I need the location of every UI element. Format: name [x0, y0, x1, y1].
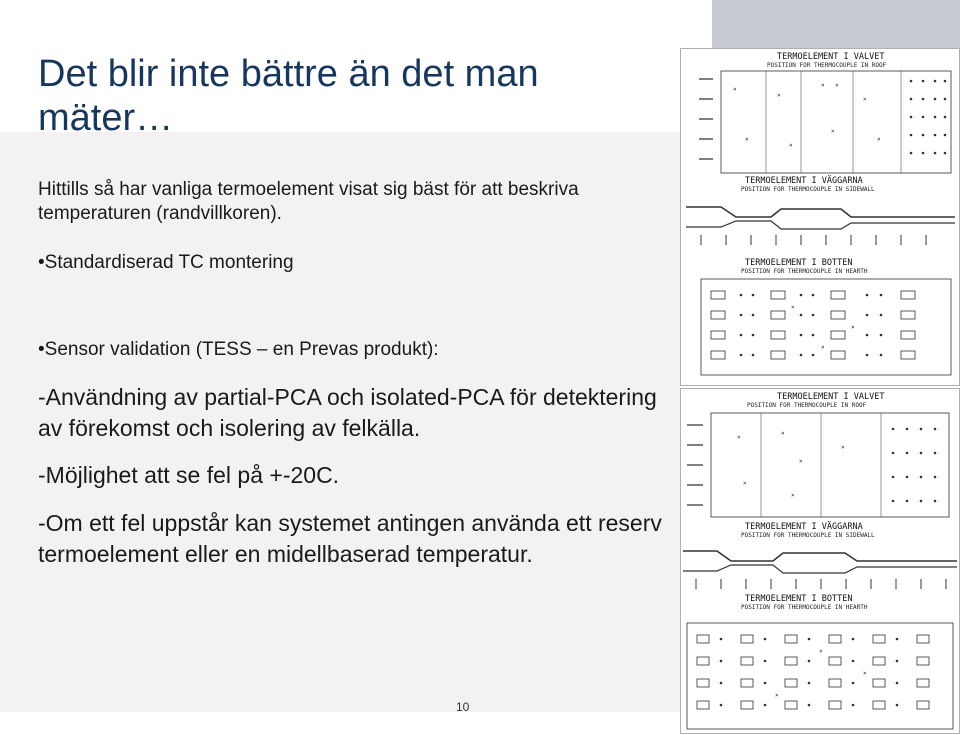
- roof-x-3: ×: [821, 82, 825, 89]
- bullet-sensor-validation-text: Sensor validation (TESS – en Prevas produkt):: [44, 339, 439, 360]
- furnace-photo-strip: [712, 0, 960, 50]
- hearth-title-top: TERMOELEMENT I BOTTEN: [745, 258, 853, 268]
- hearth-dots-bottom: [720, 638, 899, 707]
- roof-bx-1: ×: [737, 434, 741, 441]
- roof-title-top: TERMOELEMENT I VALVET: [777, 52, 885, 62]
- slide-title: Det blir inte bättre än det man mäter…: [38, 53, 539, 139]
- roof-title-bottom: TERMOELEMENT I VALVET: [777, 392, 885, 402]
- roof-sub-top: POSITION FOR THERMOCOUPLE IN ROOF: [767, 62, 887, 69]
- roof-sub-bottom: POSITION FOR THERMOCOUPLE IN ROOF: [747, 402, 867, 409]
- pca-detection-line: -Användning av partial-PCA och isolated-PCA för detektering av förekomst och isolering av felkälla.: [38, 384, 657, 441]
- hearth-x-3: ×: [821, 344, 825, 351]
- hearth-title-bottom: TERMOELEMENT I BOTTEN: [745, 594, 853, 604]
- hearth-x-1: ×: [791, 304, 795, 311]
- wall-sub-bottom: POSITION FOR THERMOCOUPLE IN SIDEWALL: [741, 532, 875, 539]
- hearth-blocks-top: [711, 291, 915, 359]
- roof-burner-ports-bottom: [687, 425, 703, 505]
- intro-paragraph: Hittills så har vanliga termoelement visat sig bäst för att beskriva temperaturen (randvillkoren).: [38, 179, 579, 224]
- hearth-bx-2: ×: [863, 670, 867, 677]
- hearth-x-2: ×: [851, 324, 855, 331]
- thermocouple-drawing-bottom: [680, 388, 960, 734]
- wall-title-top: TERMOELEMENT I VÄGGARNA: [745, 176, 863, 186]
- roof-x-1: ×: [733, 86, 737, 93]
- error-margin-line: -Möjlighet att se fel på +-20C.: [38, 462, 340, 488]
- hearth-sub-bottom: POSITION FOR THERMOCOUPLE IN HEARTH: [741, 604, 868, 611]
- roof-bx-3: ×: [799, 458, 803, 465]
- thermocouple-drawing-top-svg: [681, 49, 959, 385]
- sidewall-ticks-bottom: [696, 579, 946, 589]
- roof-dot-grid-top: [910, 80, 947, 155]
- sidewall-ticks-top: [701, 235, 926, 245]
- sidewall-profile-lower-top: [686, 221, 955, 229]
- roof-bx-2: ×: [781, 430, 785, 437]
- hearth-bx-3: ×: [775, 692, 779, 699]
- roof-x-5: ×: [863, 96, 867, 103]
- roof-dot-grid-bottom: [892, 428, 937, 503]
- wall-sub-top: POSITION FOR THERMOCOUPLE IN SIDEWALL: [741, 186, 875, 193]
- thermocouple-drawing-bottom-svg: [681, 389, 959, 733]
- roof-bx-6: ×: [791, 492, 795, 499]
- bullet-tc-mounting-text: Standardiserad TC montering: [44, 252, 294, 273]
- sidewall-profile-top: [686, 207, 955, 217]
- roof-bx-5: ×: [743, 480, 747, 487]
- bullet-sensor-validation: [38, 338, 678, 362]
- sidewall-profile-bottom: [683, 551, 957, 561]
- hearth-plan-outline-bottom: [687, 623, 953, 729]
- roof-bx-4: ×: [841, 444, 845, 451]
- hearth-dots-top: [740, 294, 883, 357]
- hearth-blocks-bottom: [697, 635, 929, 709]
- roof-x-8: ×: [831, 128, 835, 135]
- bullet-tc-mounting: [38, 251, 678, 275]
- roof-plan-outline-bottom: [711, 413, 949, 517]
- roof-x-7: ×: [789, 142, 793, 149]
- hearth-sub-top: POSITION FOR THERMOCOUPLE IN HEARTH: [741, 268, 868, 275]
- roof-x-6: ×: [745, 136, 749, 143]
- sidewall-profile-lower-bottom: [683, 565, 957, 573]
- roof-x-9: ×: [877, 136, 881, 143]
- roof-x-2: ×: [777, 92, 781, 99]
- roof-burner-ports-top: [699, 79, 713, 159]
- fallback-line: -Om ett fel uppstår kan systemet antingen använda ett reserv termoelement eller en midellbaserad temperatur.: [38, 510, 662, 567]
- hearth-plan-outline-top: [701, 279, 951, 375]
- page-number: 10: [456, 700, 470, 714]
- wall-title-bottom: TERMOELEMENT I VÄGGARNA: [745, 522, 863, 532]
- thermocouple-drawing-top: [680, 48, 960, 386]
- hearth-bx-1: ×: [819, 648, 823, 655]
- roof-x-4: ×: [835, 82, 839, 89]
